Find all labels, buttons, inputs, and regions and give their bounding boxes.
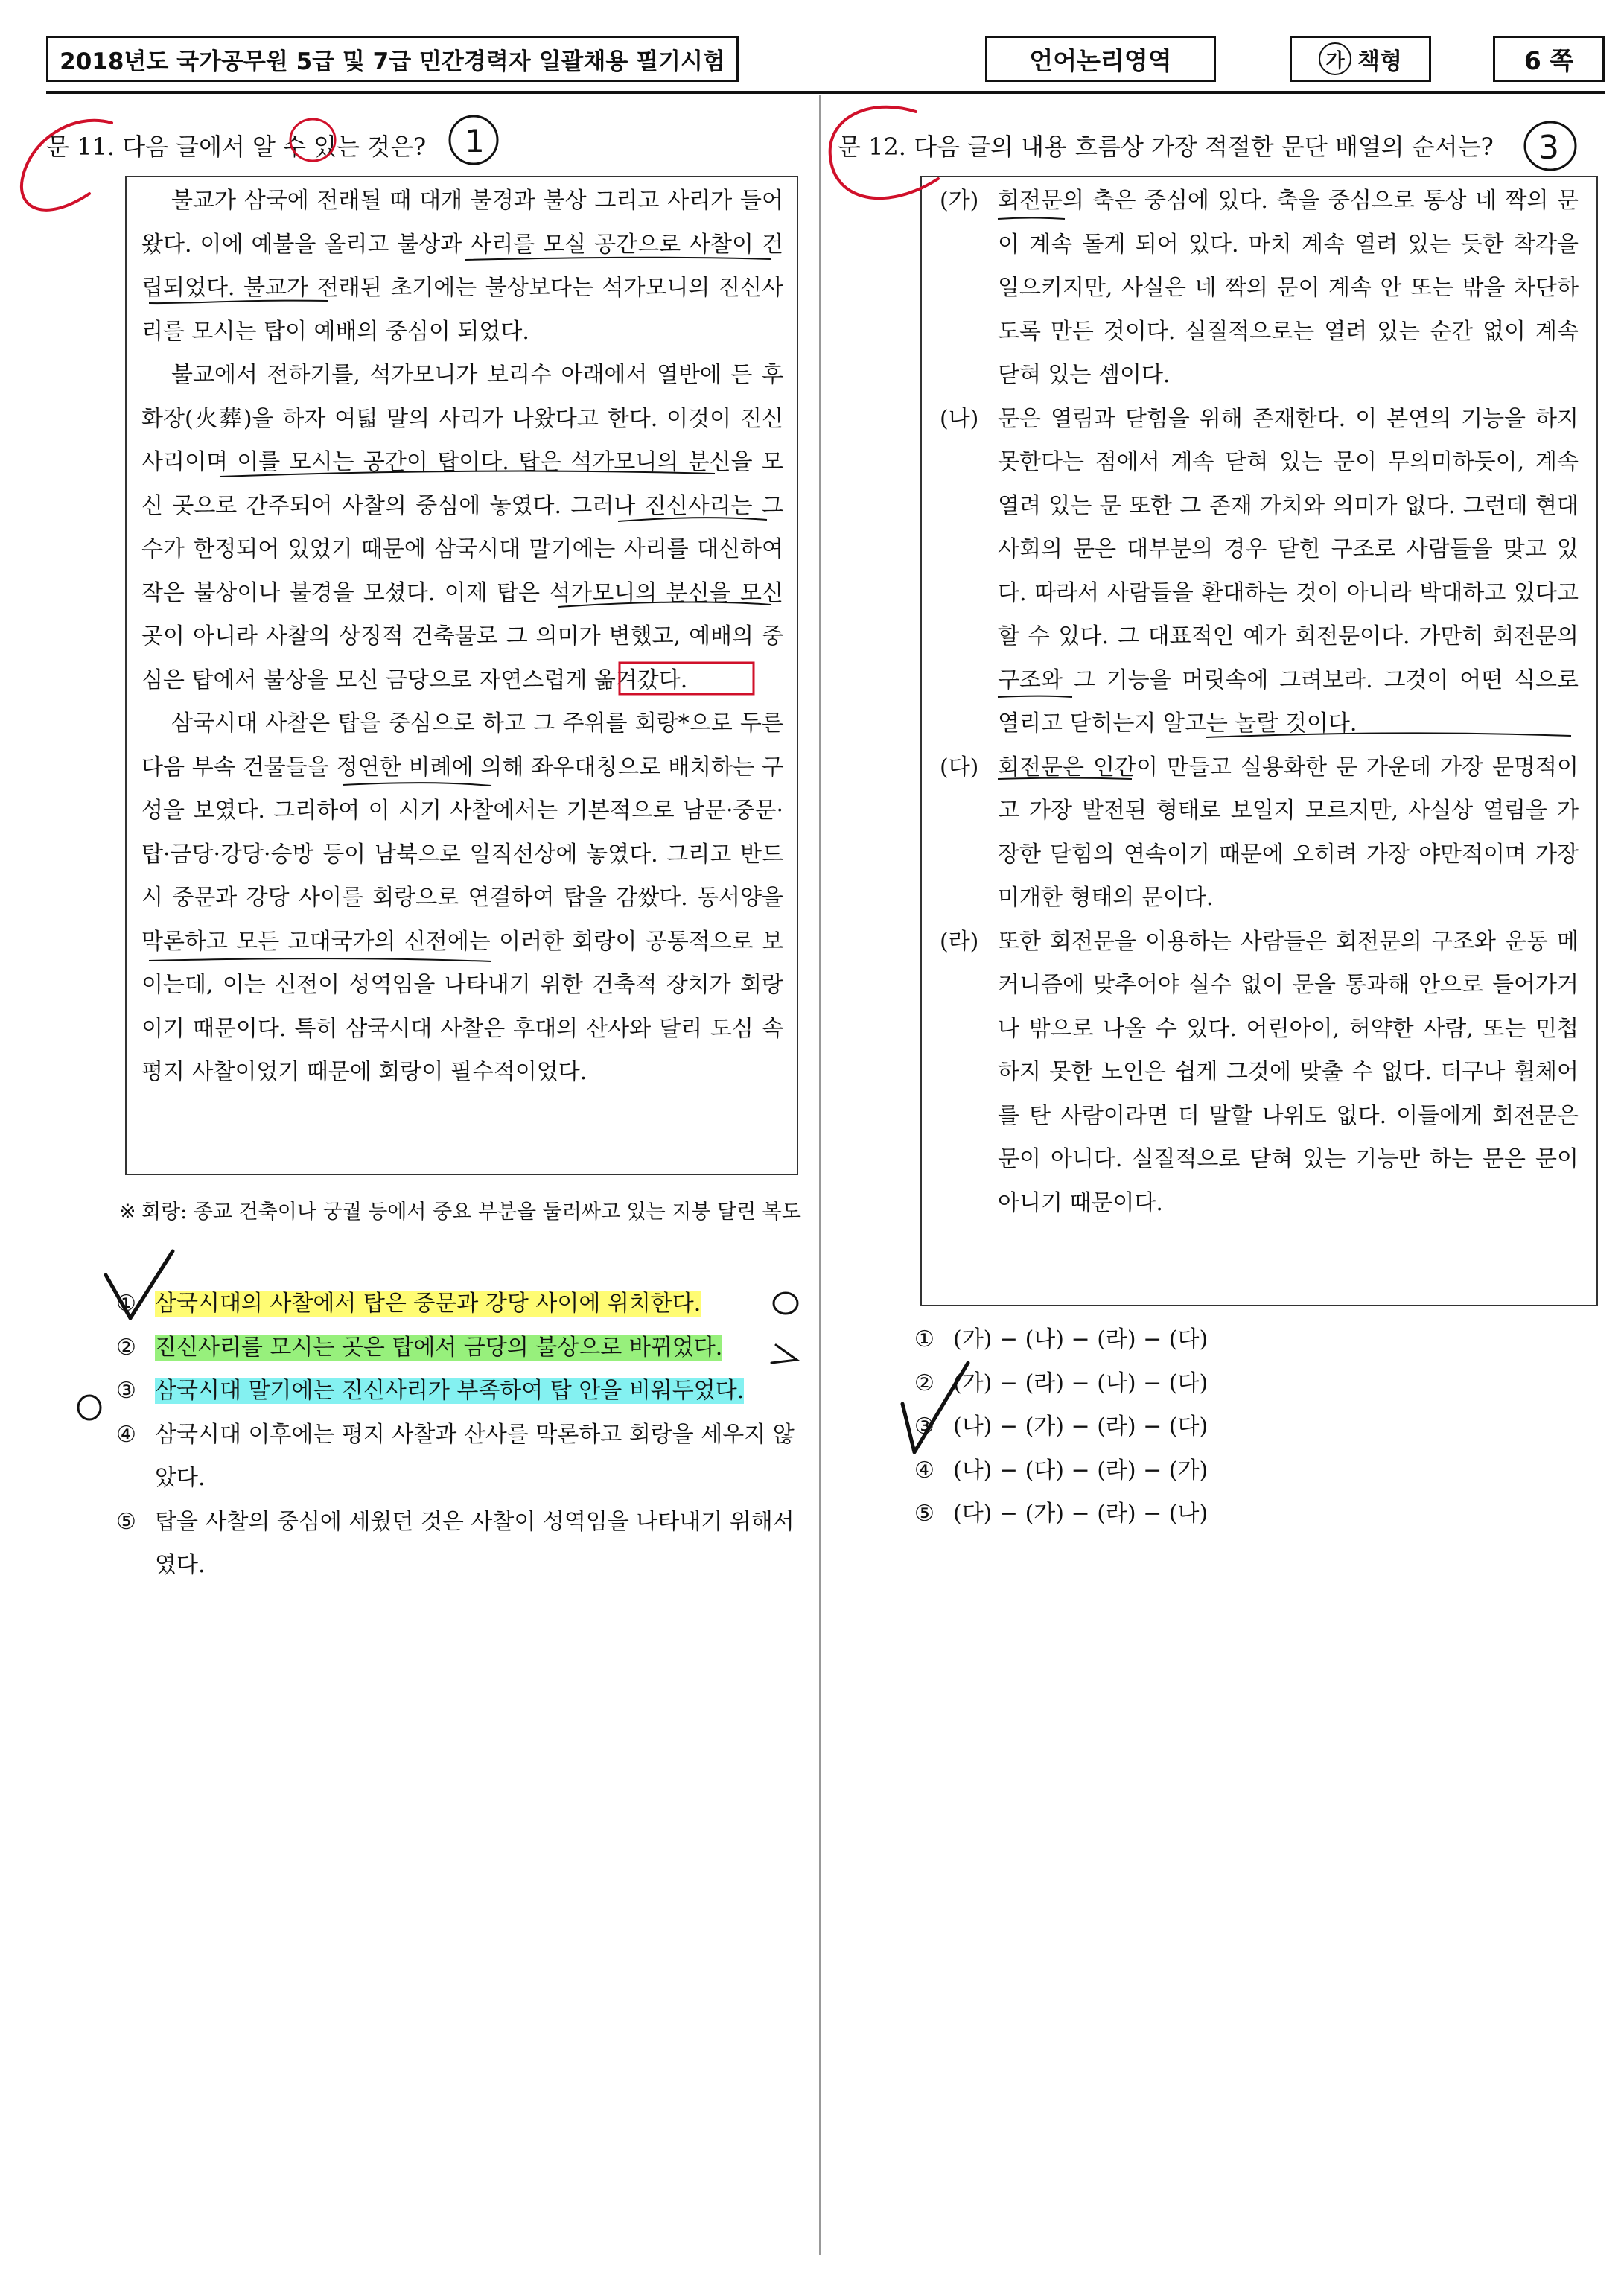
- q12-paragraph-ga: [940, 179, 1579, 398]
- ink-circle-opt3: [78, 1396, 101, 1419]
- answer-digit-q12: 3: [1538, 129, 1559, 167]
- subject-area: 언어논리영역: [985, 36, 1216, 82]
- q12-option-2[interactable]: [914, 1362, 1208, 1406]
- paragraph-text: 문은 열림과 닫힘을 위해 존재한다. 이 본연의 기능을 하지 못한다는 점에서 계속 닫혀 있는 문이 무의미하듯이, 계속 열려 있는 문 또한 그 존재 가치와 의미가 없다. 그런데 현대 사회의 문은 대부분의 경우 닫힌 구조로 사람들을 맞고 있다. 따라서 사람들을 환대하는 것이 아니라 박대하고 있다고 할 수 있다. 그 대표적인 예가 회전문이다. 가만히 회전문의 구조와 그 기능을 머릿속에 그려보라. 그것이 어떤 식으로 열리고 닫히는지 알고는 놀랄 것이다.: [998, 405, 1579, 737]
- paragraph-label: (다): [940, 754, 979, 780]
- column-divider: [819, 95, 821, 2255]
- paragraph-text: 또한 회전문을 이용하는 사람들은 회전문의 구조와 운동 메커니즘에 맞추어야 실수 없이 문을 통과해 안으로 들어가거나 밖으로 나올 수 있다. 어린아이, 허약한 사람, 또는 민첩하지 못한 노인은 쉽게 그것에 맞출 수 없다. 더구나 휠체어를 탄 사람이라면 더 말할 나위도 없다. 이들에게 회전문은 문이 아니다. 실질적으로 닫혀 있는 기능만 하는 문은 문이 아니기 때문이다.: [998, 928, 1579, 1216]
- q12-option-5[interactable]: [914, 1492, 1208, 1536]
- q12-heading: [838, 128, 1494, 162]
- option-text: [155, 1326, 809, 1370]
- option-number: ⑤: [116, 1508, 136, 1535]
- q11-paragraph-3: 삼국시대 사찰은 탑을 중심으로 하고 그 주위를 회랑*으로 두른 다음 부속 건물들을 정연한 비례에 의해 좌우대칭으로 배치하는 구성을 보였다. 그리하여 이 시기 사찰에서는 기본적으로 남문·중문·탑·금당·강당·승방 등이 남북으로 일직선상에 놓였다. 그리고 반드시 중문과 강당 사이를 회랑으로 연결하여 탑을 감쌌다. 동서양을 막론하고 모든 고대국가의 신전에는 이러한 회랑이 공통적으로 보이는데, 이는 신전이 성역임을 나타내기 위한 건축적 장치가 회랑이기 때문이다. 특히 삼국시대 사찰은 후대의 산사와 달리 도심 속 평지 사찰이었기 때문에 회랑이 필수적이었다.: [141, 710, 783, 1085]
- exam-title: 2018년도 국가공무원 5급 및 7급 민간경력자 일괄채용 필기시험: [46, 36, 739, 82]
- q11-number: 문 11.: [46, 133, 115, 161]
- q12-number: 문 12.: [838, 133, 906, 161]
- option-text: (가) − (나) − (라) − (다): [953, 1326, 1209, 1352]
- paragraph-label: (나): [940, 405, 979, 432]
- paragraph-label: (라): [940, 928, 979, 955]
- q12-prompt: 다음 글의 내용 흐름상 가장 적절한 문단 배열의 순서는?: [914, 133, 1494, 161]
- q11-option-4[interactable]: [116, 1413, 809, 1501]
- q11-options: [116, 1282, 809, 1588]
- option-text-highlighted: 삼국시대 말기에는 진신사리가 부족하여 탑 안을 비워두었다.: [155, 1378, 745, 1404]
- option-text: [155, 1370, 809, 1413]
- answer-circle-q11: [450, 116, 497, 164]
- option-number: ⑤: [914, 1501, 934, 1527]
- paragraph-text: 회전문의 축은 중심에 있다. 축을 중심으로 통상 네 짝의 문이 계속 돌게 되어 있다. 마치 계속 열려 있는 듯한 착각을 일으키지만, 사실은 네 짝의 문이 계속 안 또는 밖을 차단하도록 만든 것이다. 실질적으로는 열려 있는 순간 없이 계속 닫혀 있는 셈이다.: [998, 188, 1579, 388]
- option-text-highlighted: 진신사리를 모시는 곳은 탑에서 금당의 불상으로 바뀌었다.: [155, 1334, 723, 1361]
- paragraph-label: (가): [940, 188, 979, 214]
- q11-footnote: [119, 1192, 804, 1233]
- q12-paragraph-da: [940, 746, 1579, 920]
- answer-circle-q12: [1525, 122, 1576, 170]
- booklet-type: [1290, 36, 1431, 82]
- option-number: ③: [914, 1413, 934, 1440]
- page-number: 6 쪽: [1493, 36, 1605, 82]
- option-number: ②: [914, 1370, 934, 1396]
- q11-option-3[interactable]: [116, 1370, 809, 1413]
- option-text: (나) − (다) − (라) − (가): [953, 1457, 1209, 1484]
- q11-option-1[interactable]: [116, 1282, 809, 1326]
- option-number: ③: [116, 1378, 136, 1404]
- q11-paragraph-2: 불교에서 전하기를, 석가모니가 보리수 아래에서 열반에 든 후 화장(火葬)을 하자 여덟 말의 사리가 나왔다고 한다. 이것이 진신사리이며 이를 모시는 공간이 탑이다. 탑은 석가모니의 분신을 모신 곳으로 간주되어 사찰의 중심에 놓였다. 그러나 진신사리는 그 수가 한정되어 있었기 때문에 삼국시대 말기에는 사리를 대신하여 작은 불상이나 불경을 모셨다. 이제 탑은 석가모니의 분신을 모신 곳이 아니라 사찰의 상징적 건축물로 그 의미가 변했고, 예배의 중심은 탑에서 불상을 모신 금당으로 자연스럽게 옮겨갔다.: [141, 362, 783, 693]
- footnote-symbol: ※: [119, 1201, 136, 1224]
- q12-paragraph-na: [940, 398, 1579, 746]
- q11-paragraph-1: 불교가 삼국에 전래될 때 대개 불경과 불상 그리고 사리가 들어왔다. 이에 예불을 올리고 불상과 사리를 모실 공간으로 사찰이 건립되었다. 불교가 전래된 초기에는 불상보다는 석가모니의 진신사리를 모시는 탑이 예배의 중심이 되었다.: [141, 188, 783, 345]
- q12-paragraph-ra: [940, 920, 1579, 1226]
- option-number: ①: [116, 1291, 136, 1317]
- booklet-mark: 가: [1319, 42, 1351, 75]
- q11-option-5[interactable]: [116, 1501, 809, 1588]
- option-number: ④: [914, 1457, 934, 1484]
- option-number: ④: [116, 1421, 136, 1448]
- option-text: 탑을 사찰의 중심에 세웠던 것은 사찰이 성역임을 나타내기 위해서였다.: [155, 1508, 795, 1578]
- option-number: ①: [914, 1326, 934, 1352]
- q12-paragraphs: [940, 179, 1579, 1225]
- q11-passage: [141, 179, 783, 1095]
- option-text: (다) − (가) − (라) − (나): [953, 1501, 1209, 1527]
- q12-option-3[interactable]: [914, 1405, 1208, 1449]
- booklet-suffix: 책형: [1357, 48, 1402, 75]
- header-rule: [46, 91, 1605, 94]
- option-text: (가) − (라) − (나) − (다): [953, 1370, 1209, 1396]
- q11-prompt: 다음 글에서 알 수 있는 것은?: [122, 133, 427, 161]
- option-text: [155, 1282, 809, 1326]
- option-text: 삼국시대 이후에는 평지 사찰과 산사를 막론하고 회랑을 세우지 않았다.: [155, 1421, 795, 1491]
- answer-digit-q11: 1: [465, 123, 485, 159]
- q12-option-4[interactable]: [914, 1449, 1208, 1493]
- option-text-highlighted: 삼국시대의 사찰에서 탑은 중문과 강당 사이에 위치한다.: [155, 1291, 701, 1317]
- option-text: (나) − (가) − (라) − (다): [953, 1413, 1209, 1440]
- q12-option-1[interactable]: [914, 1318, 1208, 1362]
- paragraph-text: 회전문은 인간이 만들고 실용화한 문 가운데 가장 문명적이고 가장 발전된 형태로 보일지 모르지만, 사실상 열림을 가장한 닫힘의 연속이기 때문에 오히려 가장 야만적이며 가장 미개한 형태의 문이다.: [998, 754, 1579, 911]
- q12-options: [914, 1318, 1208, 1536]
- q11-option-2[interactable]: [116, 1326, 809, 1370]
- footnote-text: 회랑: 종교 건축이나 궁궐 등에서 중요 부분을 둘러싸고 있는 지붕 달린 복도: [141, 1201, 801, 1224]
- option-number: ②: [116, 1334, 136, 1361]
- q11-heading: [46, 128, 426, 162]
